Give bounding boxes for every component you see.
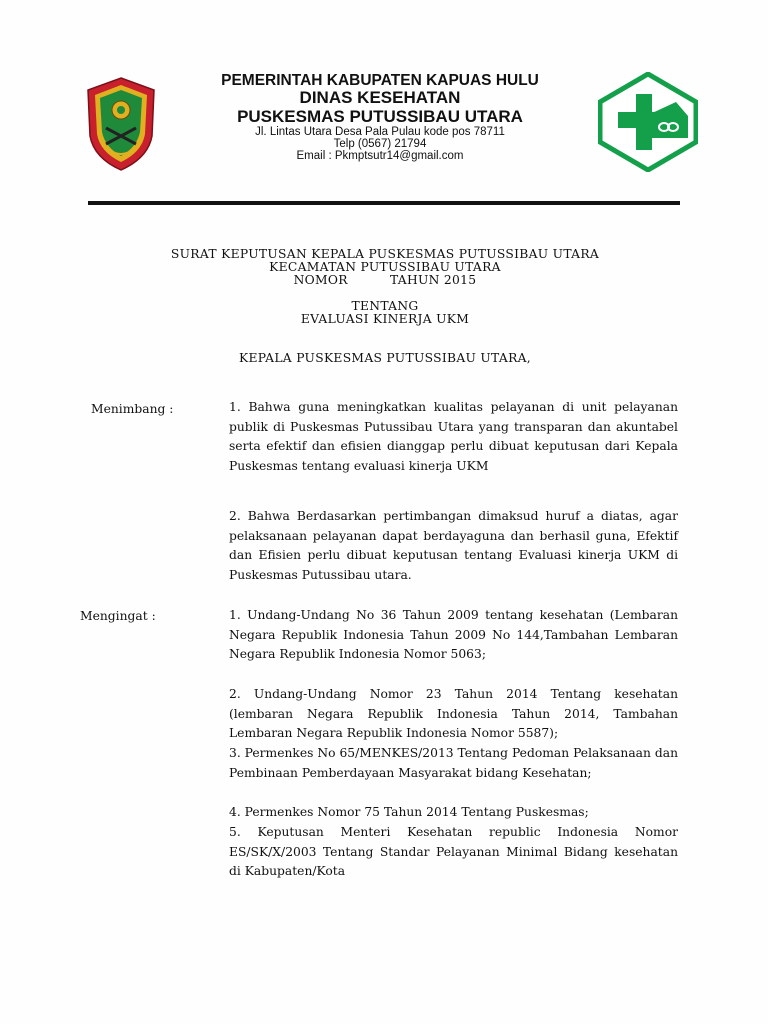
mengingat-item-4: 4. Permenkes Nomor 75 Tahun 2014 Tentang Puskesmas; <box>229 805 589 819</box>
header-phone: Telp (0567) 21794 <box>333 138 427 150</box>
decree-subject: EVALUASI KINERJA UKM <box>300 312 470 326</box>
decree-title: SURAT KEPUTUSAN KEPALA PUSKESMAS PUTUSSIBAU UTARA <box>170 247 600 261</box>
menimbang-label: Menimbang : <box>91 402 174 416</box>
mengingat-label: Mengingat : <box>80 609 156 623</box>
decree-number: NOMOR TAHUN 2015 <box>293 273 477 287</box>
mengingat-item-5: 5. Keputusan Menteri Kesehatan republic Indonesia Nomor ES/SK/X/2003 Tentang Standar Pelayanan Minimal Bidang kesehatan di Kabupaten/Kota <box>229 825 678 879</box>
header-puskesmas: PUSKESMAS PUTUSSIBAU UTARA <box>237 107 523 126</box>
decree-tentang: TENTANG <box>351 299 419 313</box>
kabupaten-emblem-logo <box>84 76 158 172</box>
mengingat-item-3: 3. Permenkes No 65/MENKES/2013 Tentang Pedoman Pelaksanaan dan Pembinaan Pemberdayaan Masyarakat bidang Kesehatan; <box>229 746 678 780</box>
header-department: DINAS KESEHATAN <box>299 88 461 107</box>
menimbang-item-2: 2. Bahwa Berdasarkan pertimbangan dimaksud huruf a diatas, agar pelaksanaan pelayanan dapat berdayaguna dan berhasil guna, Efektif dan Efisien perlu dibuat keputusan tentang Evaluasi kinerja UKM di Puskesmas Putussibau utara. <box>229 509 678 582</box>
header-email: Email : Pkmptsutr14@gmail.com <box>296 150 464 162</box>
header-divider <box>88 201 680 205</box>
decree-issuer: KEPALA PUSKESMAS PUTUSSIBAU UTARA, <box>238 351 532 365</box>
puskesmas-logo <box>598 72 698 172</box>
mengingat-item-2: 2. Undang-Undang Nomor 23 Tahun 2014 Tentang kesehatan (lembaran Negara Republik Indonesia Tahun 2014, Tambahan Lembaran Negara Republik Indonesia Nomor 5587); <box>229 687 678 741</box>
header-address: Jl. Lintas Utara Desa Pala Pulau kode pos 78711 <box>255 126 505 138</box>
decree-subdistrict: KECAMATAN PUTUSSIBAU UTARA <box>269 260 501 274</box>
header-government: PEMERINTAH KABUPATEN KAPUAS HULU <box>221 72 539 89</box>
menimbang-item-1: 1. Bahwa guna meningkatkan kualitas pelayanan di unit pelayanan publik di Puskesmas Putussibau Utara yang transparan dan akuntabel serta efektif dan efisien dianggap perlu dibuat keputusan dari Kepala Puskesmas tentang evaluasi kinerja UKM <box>229 400 678 473</box>
mengingat-item-1: 1. Undang-Undang No 36 Tahun 2009 tentang kesehatan (Lembaran Negara Republik Indonesia Tahun 2009 No 144,Tambahan Lembaran Negara Republik Indonesia Nomor 5063; <box>229 608 678 662</box>
